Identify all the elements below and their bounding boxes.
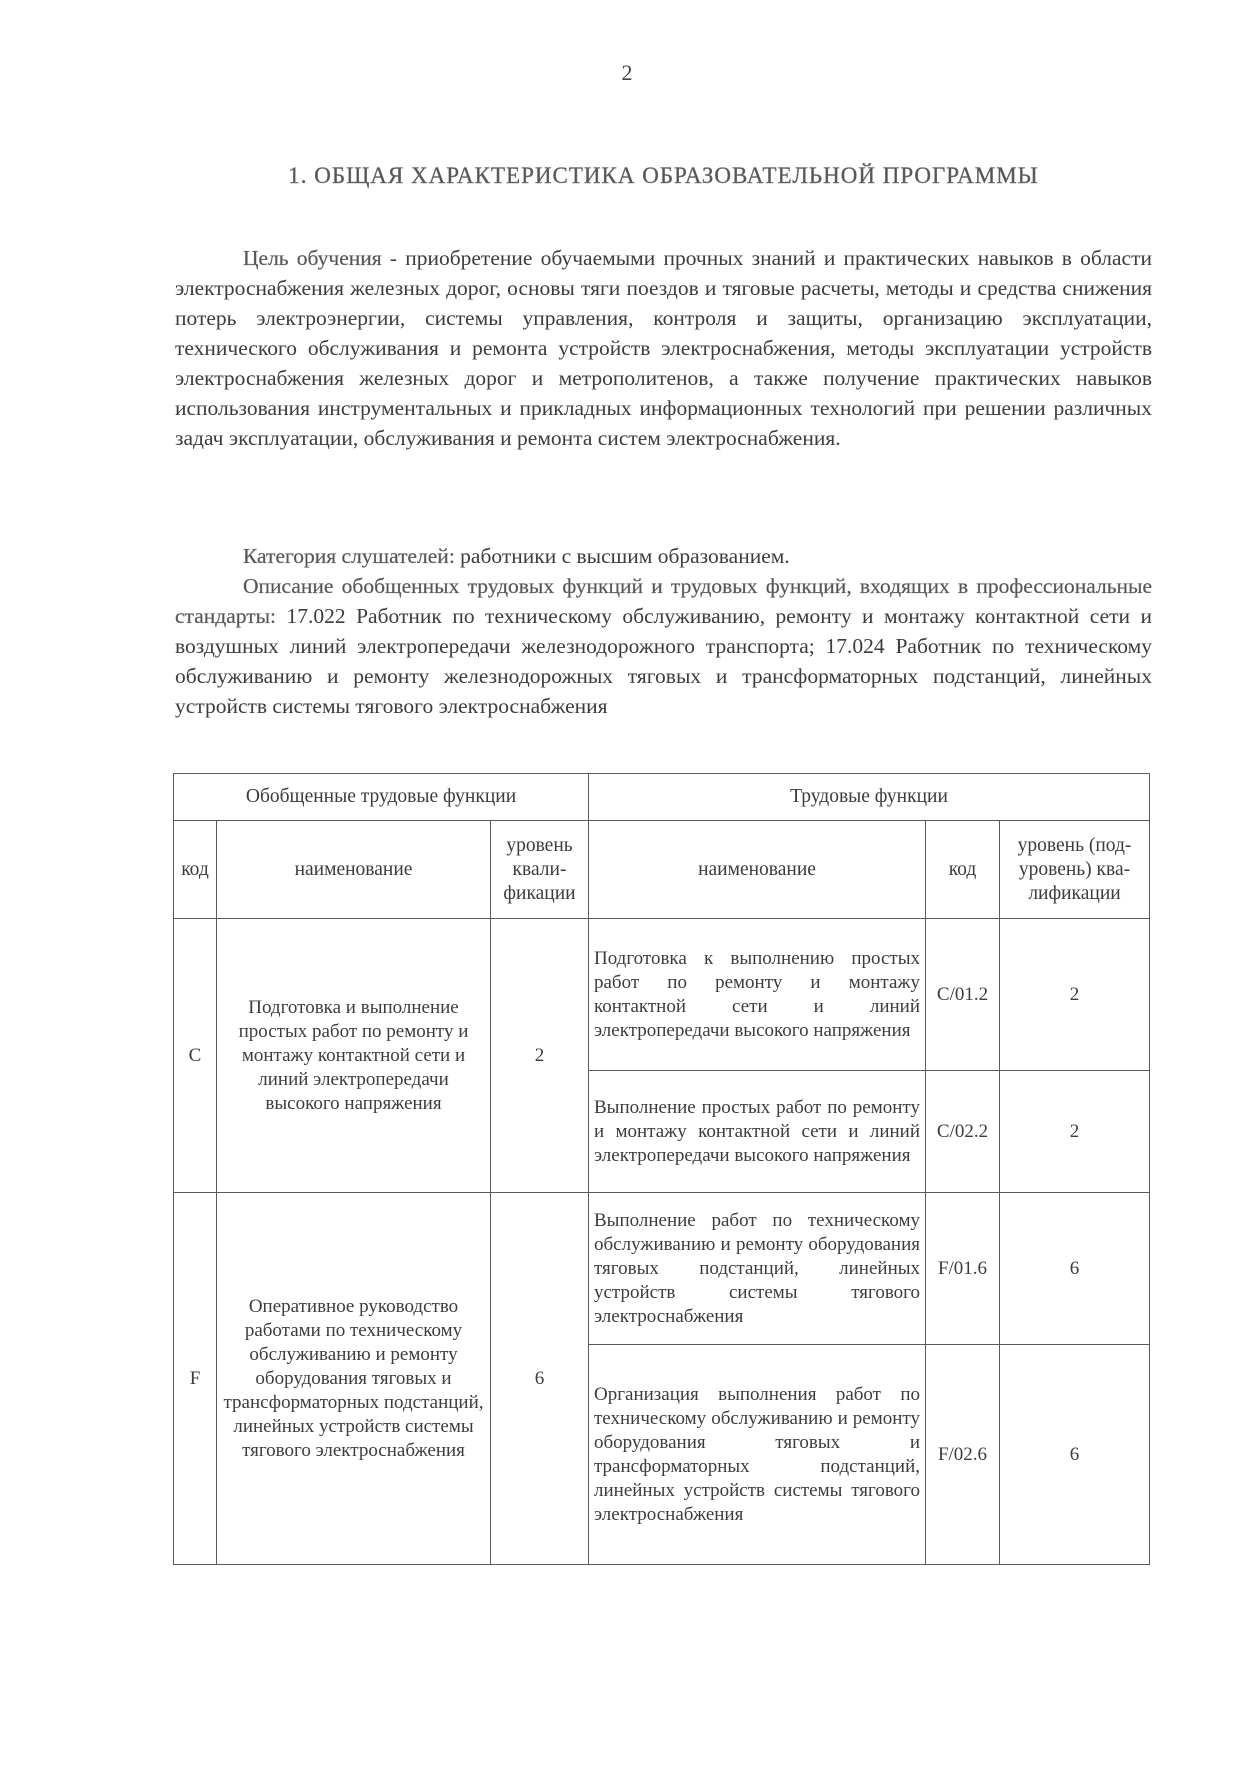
gtf-code: C <box>174 919 217 1193</box>
col-header-function-code: код <box>926 821 1000 919</box>
tf-level: 2 <box>1000 1071 1150 1193</box>
tf-name: Подготовка к выполнению простых работ по ремонту и монтажу контактной сети и линий электропередачи высокого напряжения <box>589 919 926 1071</box>
section-title: 1. ОБЩАЯ ХАРАКТЕРИСТИКА ОБРАЗОВАТЕЛЬНОЙ ПРОГРАММЫ <box>288 163 1039 188</box>
category-label: Категория слушателей: <box>243 544 455 568</box>
table-row <box>174 919 1150 1071</box>
page-number: 2 <box>621 60 633 85</box>
gtf-level: 6 <box>491 1193 589 1565</box>
gtf-name: Оперативное руководство работами по техническому обслуживанию и ремонту оборудования тяговых и трансформаторных подстанций, линейных устройств системы тягового электроснабжения <box>217 1193 491 1565</box>
tf-level: 6 <box>1000 1193 1150 1345</box>
col-header-name: наименование <box>217 821 491 919</box>
tf-level: 2 <box>1000 919 1150 1071</box>
goal-text: - приобретение обучаемыми прочных знаний и практических навыков в области электроснабжения железных дорог, основы тяги поездов и тяговые расчеты, методы и средства снижения потерь электроэнергии, системы управления, контроля и защиты, организацию эксплуатации, технического обслуживания и ремонта устройств электроснабжения, методы эксплуатации устройств электроснабжения железных дорог и метрополитенов, а также получение практических навыков использования инструментальных и прикладных информационных технологий при решении различных задач эксплуатации, обслуживания и ремонта систем электроснабжения. <box>175 246 1153 450</box>
tf-code: C/01.2 <box>926 919 1000 1071</box>
tf-level: 6 <box>1000 1345 1150 1565</box>
description-paragraph <box>175 571 1152 721</box>
col-header-function-level: уровень (под-уровень) ква-лификации <box>1000 821 1150 919</box>
description-label: Описание обобщенных трудовых функций и трудовых функций, входящих в профессиональные стандарты: <box>175 574 1152 628</box>
gtf-code: F <box>174 1193 217 1565</box>
group-header-functions: Трудовые функции <box>589 774 1150 821</box>
tf-code: F/01.6 <box>926 1193 1000 1345</box>
goal-label: Цель обучения <box>243 246 382 270</box>
functions-table <box>173 773 1150 1565</box>
tf-name: Выполнение простых работ по ремонту и монтажу контактной сети и линий электропередачи высокого напряжения <box>589 1071 926 1193</box>
group-header-generalized: Обобщенные трудовые функции <box>174 774 589 821</box>
gtf-name: Подготовка и выполнение простых работ по ремонту и монтажу контактной сети и линий электропередачи высокого напряжения <box>217 919 491 1193</box>
col-header-function-name: наименование <box>589 821 926 919</box>
category-paragraph <box>175 541 1152 571</box>
col-header-level: уровень квали-фикации <box>491 821 589 919</box>
col-header-code: код <box>174 821 217 919</box>
tf-name: Организация выполнения работ по техническому обслуживанию и ремонту оборудования тяговых и трансформаторных подстанций, линейных устройств системы тягового электроснабжения <box>589 1345 926 1565</box>
goal-paragraph <box>175 243 1152 453</box>
gtf-level: 2 <box>491 919 589 1193</box>
category-text: работники с высшим образованием. <box>454 544 790 568</box>
description-text: 17.022 Работник по техническому обслуживанию, ремонту и монтажу контактной сети и воздушных линий электропередачи железнодорожного транспорта; 17.024 Работник по техническому обслуживанию и ремонту железнодорожных тяговых и трансформаторных подстанций, линейных устройств системы тягового электроснабжения <box>175 604 1152 718</box>
table-group-header-row <box>174 774 1150 821</box>
tf-code: F/02.6 <box>926 1345 1000 1565</box>
table-row <box>174 1193 1150 1345</box>
table-column-header-row <box>174 821 1150 919</box>
tf-code: C/02.2 <box>926 1071 1000 1193</box>
tf-name: Выполнение работ по техническому обслуживанию и ремонту оборудования тяговых подстанций, линейных устройств системы тягового электроснабжения <box>589 1193 926 1345</box>
